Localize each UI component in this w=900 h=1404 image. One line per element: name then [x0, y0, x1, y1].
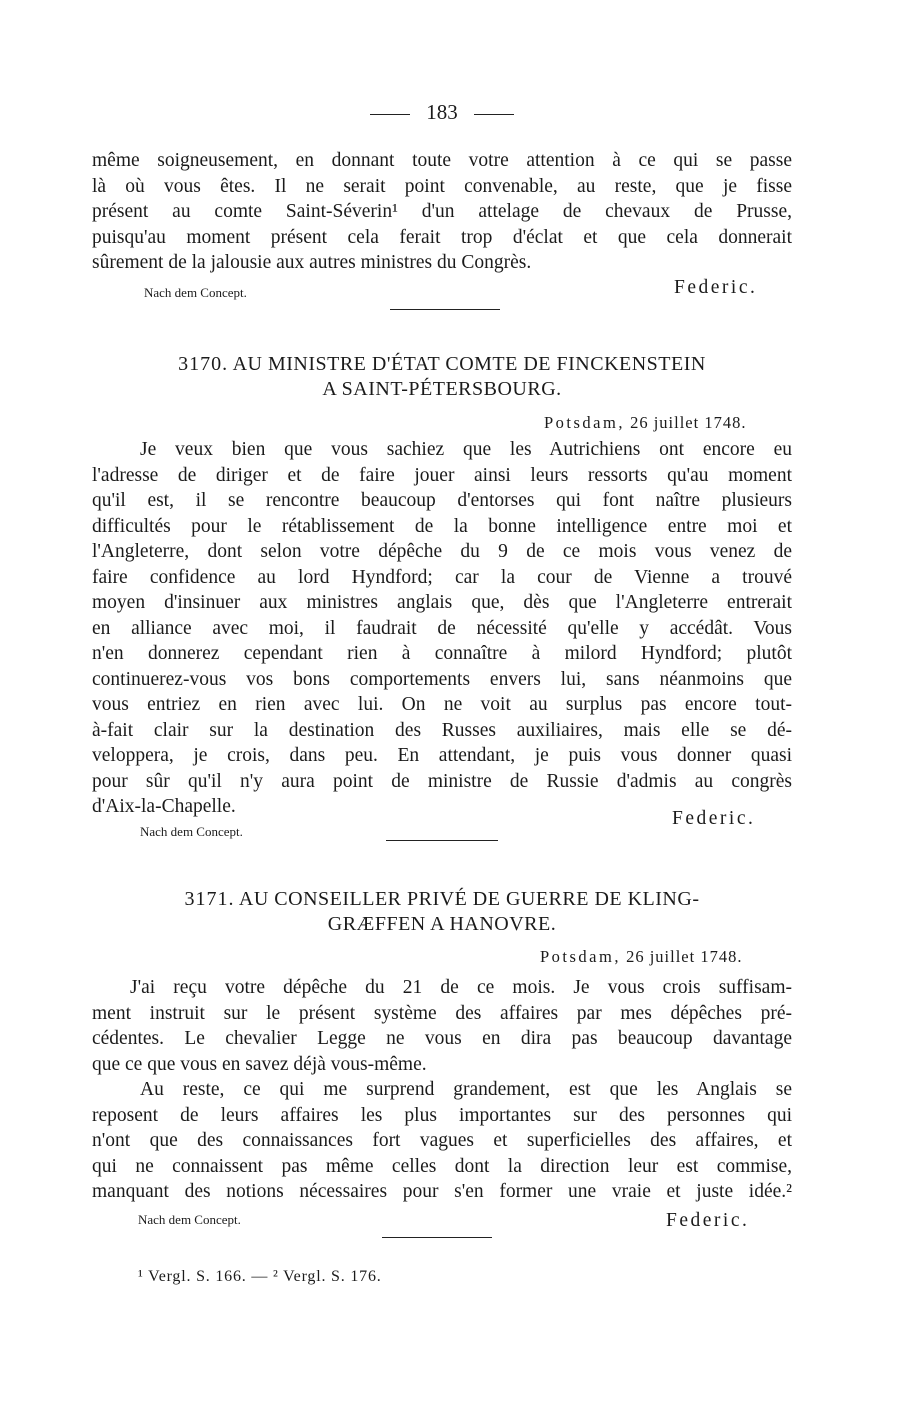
text-line: d'Aix-la-Chapelle.: [92, 796, 236, 817]
header-dash-left: [370, 114, 410, 115]
heading-line-1: [92, 352, 792, 377]
signature: Federic.: [674, 277, 758, 298]
text-line: veloppera, je crois, dans peu. En attendant, je puis vous donner quasi: [92, 745, 792, 766]
source-note: Nach dem Concept.: [138, 1212, 241, 1227]
text-line: puisqu'au moment présent cela ferait trop d'éclat et que cela donnerait: [92, 226, 792, 248]
letter-body: [92, 437, 792, 820]
text-line: l'adresse de diriger et de faire jouer ainsi leurs ressorts qu'au moment: [92, 464, 792, 486]
intro-paragraph: [92, 148, 792, 276]
text-line: reposent de leurs affaires les plus importantes sur des personnes qui: [92, 1104, 792, 1126]
footnotes: ¹ Vergl. S. 166. — ² Vergl. S. 176.: [138, 1268, 382, 1285]
text-line: présent au comte Saint-Séverin¹ d'un attelage de chevaux de Prusse,: [92, 201, 792, 222]
text-line: Au reste, ce qui me surprend grandement, est que les Anglais se: [140, 1079, 792, 1100]
dateline: [540, 947, 742, 967]
heading-line-1: [92, 887, 792, 912]
text-line: n'en donnerez cependant rien à connaître à milord Hyndford; plutôt: [92, 643, 792, 664]
text-line: n'ont que des connaissances fort vagues et superficielles des affaires, et: [92, 1130, 792, 1151]
dateline-place: Potsdam,: [540, 947, 621, 966]
section-rule: [386, 840, 498, 841]
text-line: là où vous êtes. Il ne serait point convenable, au reste, que je fisse: [92, 175, 792, 197]
text-line: J'ai reçu votre dépêche du 21 de ce mois. Je vous crois suffisam-: [130, 977, 792, 998]
text-line: vous entriez en rien avec lui. On ne voit au surplus pas encore tout-: [92, 694, 792, 715]
signature: Federic.: [672, 808, 756, 829]
letter-body-paragraph-2: [92, 1077, 792, 1205]
letter-heading: [92, 352, 792, 402]
header-dash-right: [474, 114, 514, 115]
text-line: pour sûr qu'il n'y aura point de ministre de Russie d'admis au congrès: [92, 770, 792, 792]
text-line: difficultés pour le rétablissement de la bonne intelligence entre moi et: [92, 515, 792, 537]
heading-line-2: GRÆFFEN A HANOVRE.: [327, 913, 557, 935]
source-note: Nach dem Concept.: [140, 824, 243, 839]
text-line: même soigneusement, en donnant toute votre attention à ce qui se passe: [92, 150, 792, 171]
text-line: faire confidence au lord Hyndford; car la cour de Vienne a trouvé: [92, 566, 792, 588]
text-line: moyen d'insinuer aux ministres anglais que, dès que l'Angleterre entrerait: [92, 592, 792, 613]
text-line: l'Angleterre, dont selon votre dépêche du 9 de ce mois vous venez de: [92, 541, 792, 562]
text-line: en alliance avec moi, il faudrait de nécessité qu'elle y accédât. Vous: [92, 617, 792, 639]
dateline-date: 26 juillet 1748.: [626, 947, 743, 966]
dateline-place: Potsdam,: [544, 413, 625, 432]
letter-body-paragraph-1: [92, 975, 792, 1077]
text-line: à-fait clair sur la destination des Russes auxiliaires, mais elle se dé-: [92, 719, 792, 741]
heading-title: AU MINISTRE D'ÉTAT COMTE DE FINCKENSTEIN: [232, 353, 706, 375]
text-line: manquant des notions nécessaires pour s'en former une vraie et juste idée.²: [92, 1181, 792, 1202]
text-line: Je veux bien que vous sachiez que les Autrichiens ont encore eu: [140, 439, 792, 460]
letter-number: 3171.: [184, 888, 235, 910]
signature: Federic.: [666, 1210, 750, 1231]
heading-line-2: A SAINT-PÉTERSBOURG.: [322, 378, 562, 400]
letter-heading: [92, 887, 792, 937]
text-line: cédentes. Le chevalier Legge ne vous en dira pas beaucoup davantage: [92, 1028, 792, 1049]
text-line: ment instruit sur le présent système des affaires par mes dépêches pré-: [92, 1002, 792, 1024]
source-note: Nach dem Concept.: [144, 285, 247, 300]
dateline: [544, 413, 746, 433]
text-line: qu'il est, il se rencontre beaucoup d'entorses qui font naître plusieurs: [92, 490, 792, 511]
heading-title: AU CONSEILLER PRIVÉ DE GUERRE DE KLING-: [238, 888, 700, 910]
section-rule: [382, 1237, 492, 1238]
section-rule: [390, 309, 500, 310]
text-line: que ce que vous en savez déjà vous-même.: [92, 1053, 427, 1075]
text-line: qui ne connaissent pas même celles dont la direction leur est commise,: [92, 1155, 792, 1177]
letter-number: 3170.: [178, 353, 229, 375]
text-line: sûrement de la jalousie aux autres ministres du Congrès.: [92, 252, 532, 273]
text-line: continuerez-vous vos bons comportements envers lui, sans néanmoins que: [92, 668, 792, 690]
dateline-date: 26 juillet 1748.: [630, 413, 747, 432]
page-number-header: [92, 100, 792, 125]
page-number: 183: [426, 100, 458, 124]
